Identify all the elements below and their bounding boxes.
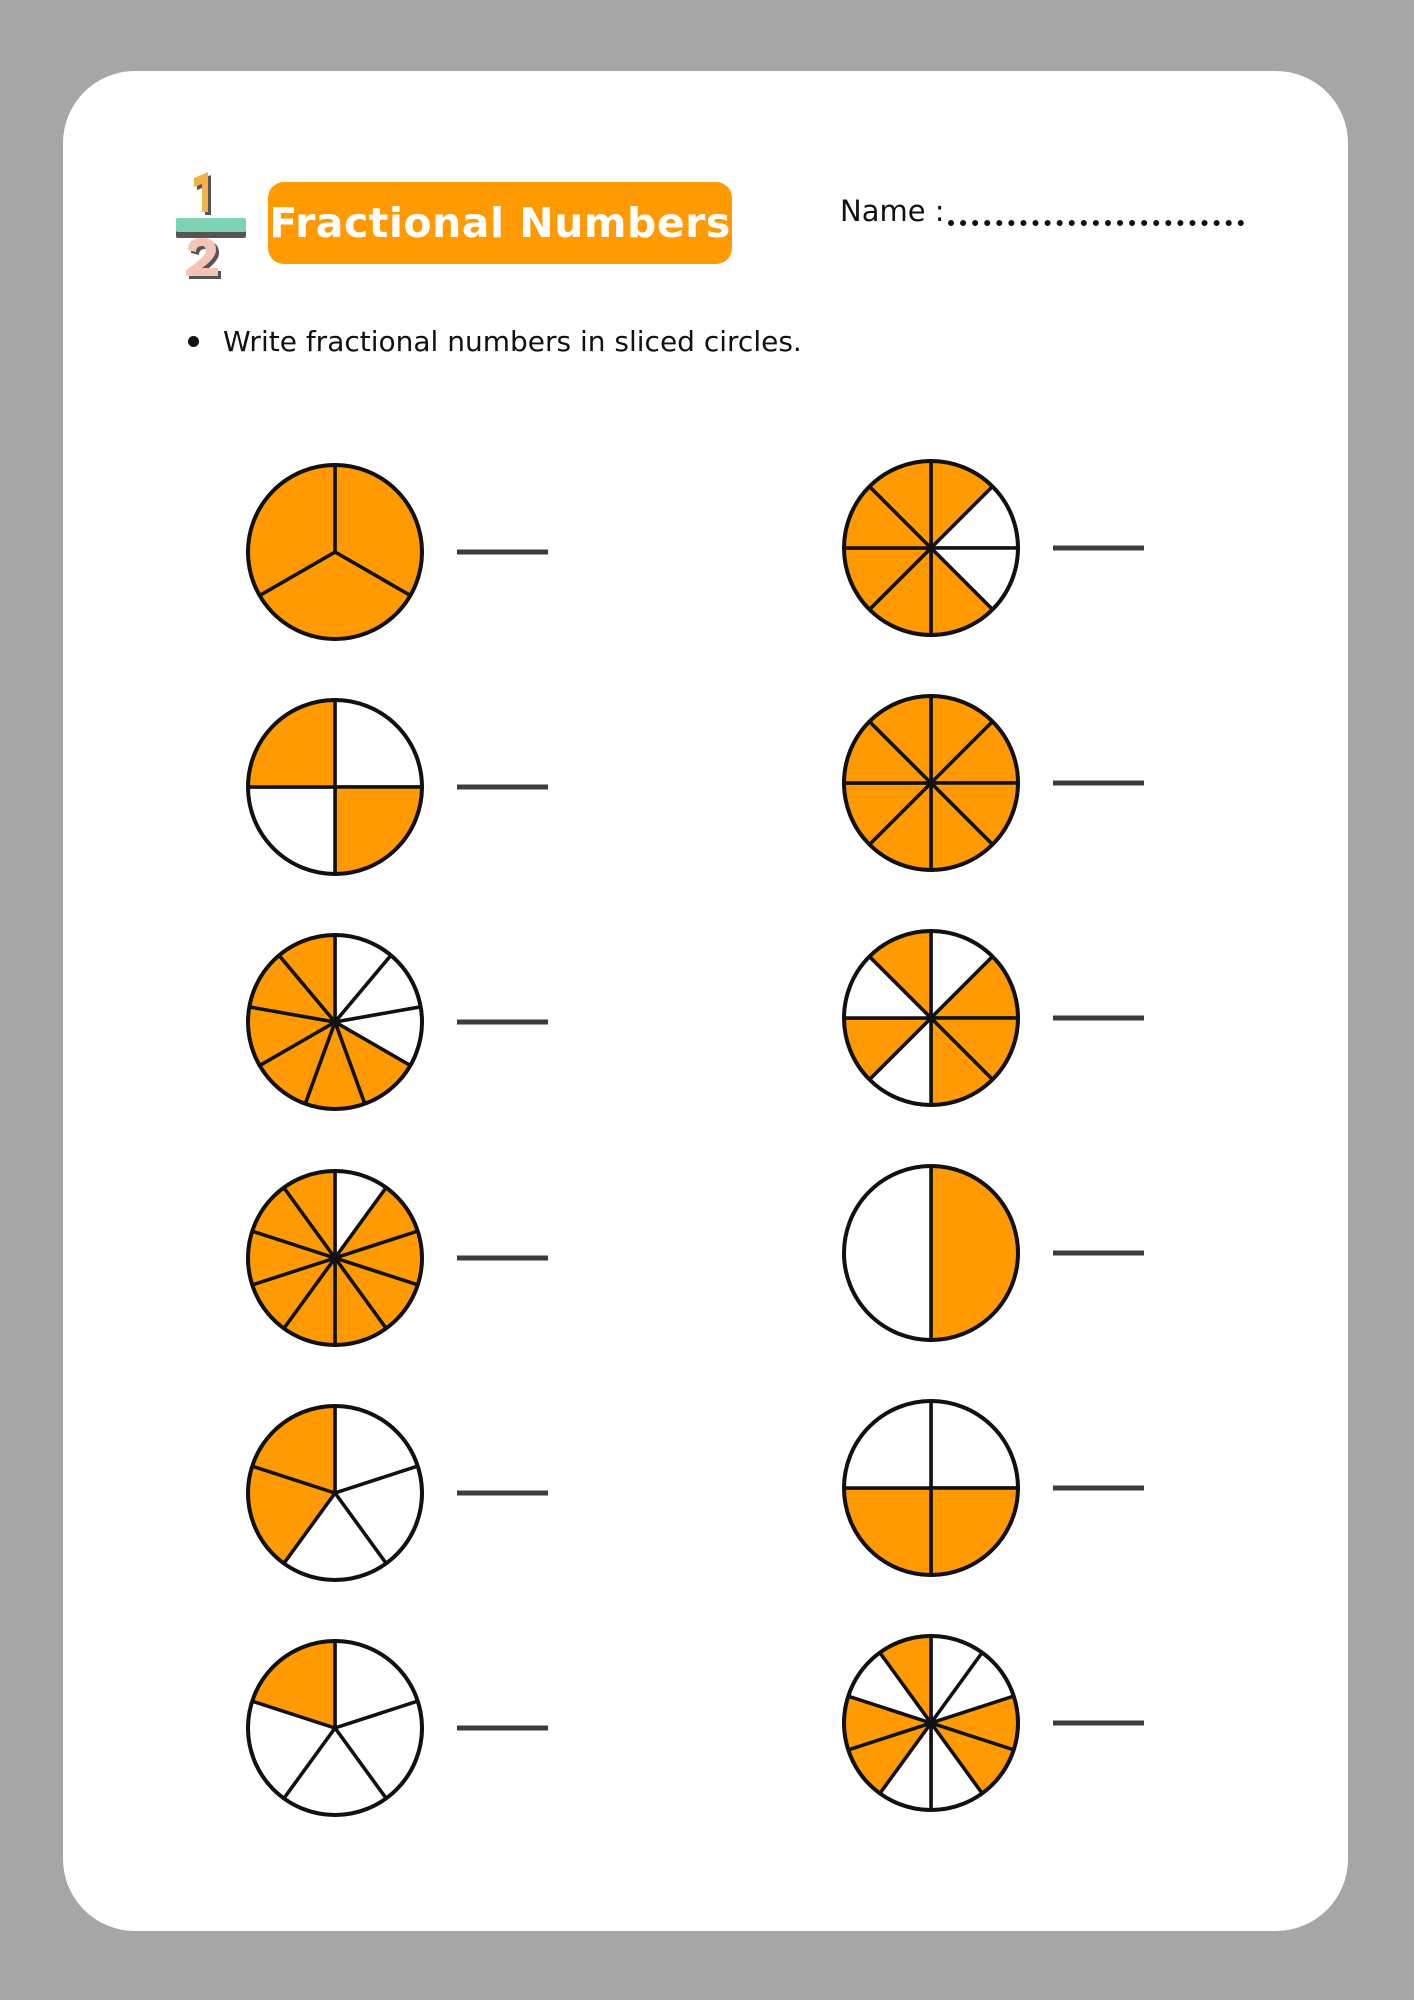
fraction-circle-9 [248, 1406, 422, 1580]
fraction-circle-5 [248, 935, 422, 1109]
slice [844, 1166, 931, 1340]
page-title: Fractional Numbers [269, 199, 731, 247]
fraction-circle-8 [844, 1166, 1018, 1340]
fraction-circle-12 [844, 1636, 1018, 1810]
fraction-circle-2 [844, 461, 1018, 635]
fraction-circle-10 [844, 1401, 1018, 1575]
instruction-text: Write fractional numbers in sliced circles. [223, 325, 802, 358]
fraction-circle-4 [844, 696, 1018, 870]
slice [931, 1166, 1018, 1340]
fraction-circle-11 [248, 1641, 422, 1815]
fraction-circle-3 [248, 700, 422, 874]
name-label: Name : [840, 194, 945, 228]
fraction-circle-6 [844, 931, 1018, 1105]
fraction-circle-7 [248, 1171, 422, 1345]
fraction-circle-1 [248, 465, 422, 639]
